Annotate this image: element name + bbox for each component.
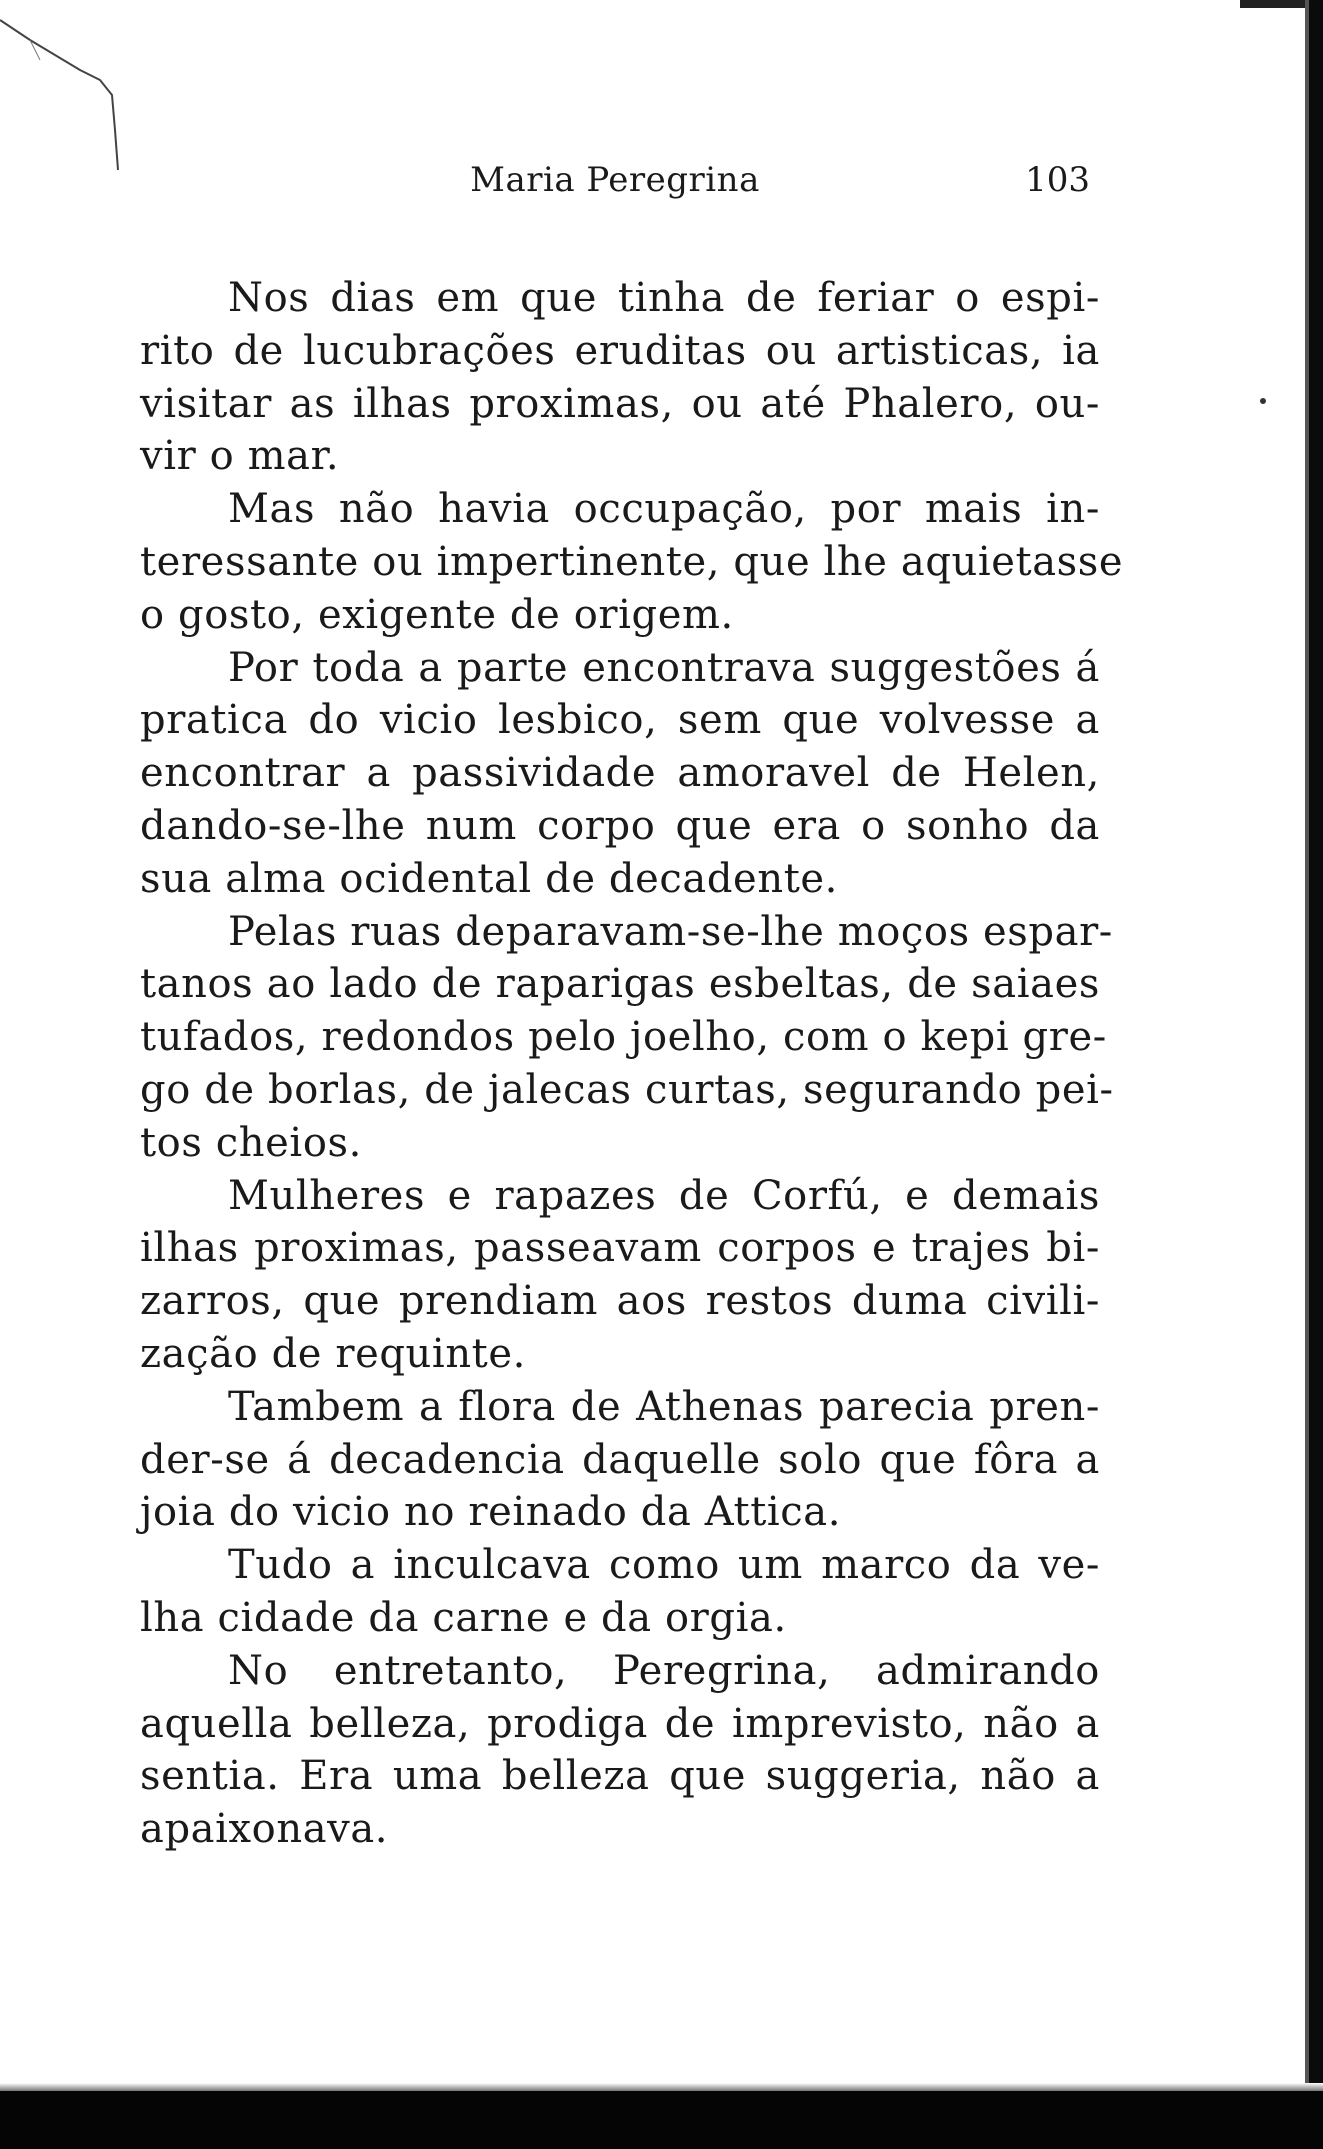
scan-edge-right: [1309, 0, 1323, 2149]
text-line: tanos ao lado de raparigas esbeltas, de saiaes: [140, 961, 1100, 1008]
text-line: zarros, que prendiam aos restos duma civili-: [140, 1278, 1100, 1325]
text-line: aquella belleza, prodiga de imprevisto, não a: [140, 1700, 1100, 1747]
text-line: encontrar a passividade amoravel de Helen,: [140, 750, 1100, 797]
text-line: pratica do vicio lesbico, sem que volvesse a: [140, 697, 1100, 744]
running-header: [140, 160, 1090, 210]
text-line: Nos dias em que tinha de feriar o espi-: [228, 275, 1100, 321]
text-line: Tambem a flora de Athenas parecia pren-: [228, 1383, 1100, 1430]
text-line: rito de lucubrações eruditas ou artisticas, ia: [140, 327, 1100, 374]
text-line: joia do vicio no reinado da Attica.: [140, 1489, 842, 1536]
text-line: dando-se-lhe num corpo que era o sonho da: [140, 802, 1100, 849]
body-text: [140, 272, 1124, 1856]
text-line: lha cidade da carne e da orgia.: [140, 1594, 787, 1641]
text-line: Por toda a parte encontrava suggestões á: [228, 644, 1100, 691]
text-line: go de borlas, de jalecas curtas, segurando pei-: [140, 1066, 1114, 1113]
text-line: No entretanto, Peregrina, admirando: [228, 1647, 1100, 1694]
text-line: sentia. Era uma belleza que suggeria, não a: [140, 1753, 1100, 1800]
scan-edge-bottom-shadow: [0, 2083, 1323, 2091]
text-line: visitar as ilhas proximas, ou até Phalero, ou-: [140, 380, 1100, 427]
ink-speck: [1260, 398, 1266, 404]
text-line: o gosto, exigente de origem.: [140, 591, 734, 638]
text-line: teressante ou impertinente, que lhe aquietasse: [140, 538, 1124, 585]
text-line: Pelas ruas deparavam-se-lhe moços espar-: [228, 908, 1113, 955]
text-line: tufados, redondos pelo joelho, com o kepi gre-: [140, 1014, 1107, 1061]
text-line: Mas não havia occupação, por mais in-: [228, 486, 1100, 533]
text-line: Tudo a inculcava como um marco da ve-: [228, 1542, 1100, 1589]
text-line: zação de requinte.: [140, 1330, 526, 1377]
scan-edge-bottom: [0, 2091, 1323, 2149]
page-number: 103: [1025, 160, 1090, 200]
text-line: ilhas proximas, passeavam corpos e trajes bi-: [140, 1225, 1100, 1272]
text-line: apaixonava.: [140, 1806, 389, 1853]
text-line: Mulheres e rapazes de Corfú, e demais: [228, 1172, 1100, 1219]
running-title: Maria Peregrina: [470, 160, 760, 200]
text-line: der-se á decadencia daquelle solo que fôra a: [140, 1436, 1100, 1483]
text-line: vir o mar.: [140, 433, 340, 480]
text-line: tos cheios.: [140, 1119, 362, 1166]
text-line: sua alma ocidental de decadente.: [140, 855, 838, 902]
page-fold-mark: [0, 0, 160, 200]
